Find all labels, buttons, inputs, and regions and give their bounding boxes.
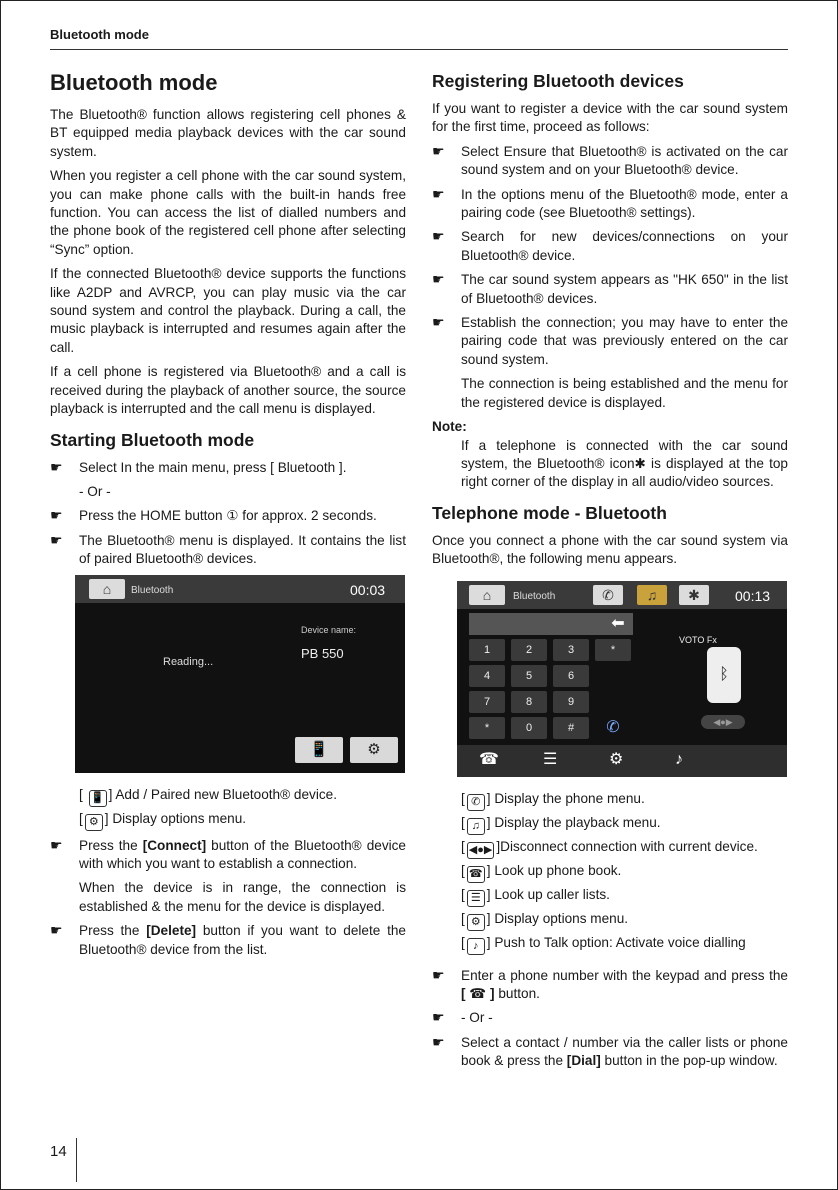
phonebook-icon: ☎ <box>467 866 485 883</box>
bluetooth-icon: ✱ <box>634 455 646 471</box>
home-icon: ⌂ <box>89 579 125 599</box>
reg-step-2: ☛ In the options menu of the Bluetooth® mode, enter a pairing code (see Bluetooth® settings). <box>432 185 788 221</box>
dial-icon[interactable]: ✆ <box>606 718 620 736</box>
telephone-intro: Once you connect a phone with the car sound system via Bluetooth®, the following menu appears. <box>432 532 788 567</box>
legend-caller-list: [ ☰ ] Look up caller lists. <box>432 883 788 907</box>
bluetooth-list-screenshot <box>75 575 405 773</box>
screen-topbar <box>75 575 405 603</box>
reading-status: Reading... <box>163 655 214 668</box>
pointing-hand-icon: ☛ <box>432 1033 445 1050</box>
disconnect-icon: ◀●▶ <box>467 842 495 859</box>
telephone-screenshot <box>457 581 787 777</box>
device-name-value: PB 550 <box>301 645 344 661</box>
starting-step-1: ☛ Select In the main menu, press [ Bluetooth ]. <box>50 458 347 475</box>
pointing-hand-icon: ☛ <box>50 922 63 939</box>
pointing-hand-icon: ☛ <box>432 228 445 245</box>
push-to-talk-icon[interactable]: ♪ <box>675 750 683 768</box>
add-device-icon: 📱 <box>89 790 107 807</box>
reg-step-1: ☛ Select Ensure that Bluetooth® is activated on the car sound system and on your Bluetooth® device. <box>432 142 788 178</box>
legend-phonebook: [ ☎ ] Look up phone book. <box>432 859 788 883</box>
key-hash[interactable]: # <box>553 717 589 739</box>
reg-step-4: ☛ The car sound system appears as "HK 650" in the list of Bluetooth® devices. <box>432 271 788 306</box>
legend-push-to-talk: [ ♪ ] Push to Talk option: Activate voice dialling <box>432 931 788 955</box>
gear-icon[interactable]: ⚙ <box>609 750 624 768</box>
legend-add: [ 📱 ] Add / Paired new Bluetooth® device. <box>50 783 406 807</box>
intro-para-2: When you register a cell phone with the car sound system, you can make phone calls with the built-in hands free function. You can access the list of dialled numbers and the phone book of the registered cell phone after selecting “Sync” option. <box>50 168 406 257</box>
push-to-talk-icon: ♪ <box>467 938 485 955</box>
gear-icon: ⚙ <box>85 814 103 831</box>
legend-playback: [ ♫ ] Display the playback menu. <box>432 811 788 835</box>
device-name-label: Device name: <box>301 624 357 635</box>
intro-para-1: The Bluetooth® function allows registering cell phones & BT equipped media playback devices with the car sound system. <box>50 107 406 159</box>
page-title: Bluetooth mode <box>50 70 218 95</box>
registering-heading: Registering Bluetooth devices <box>432 71 684 91</box>
phone-icon[interactable]: ✆ <box>593 585 623 605</box>
key-5[interactable]: 5 <box>511 665 547 687</box>
pointing-hand-icon: ☛ <box>50 531 63 548</box>
starting-step-3: ☛ The Bluetooth® menu is displayed. It contains the list of paired Bluetooth® devices. <box>50 531 406 567</box>
or-line: - Or - <box>79 483 111 499</box>
pointing-hand-icon: ☛ <box>50 458 63 475</box>
home-icon: ⌂ <box>469 585 505 605</box>
dial-step-1: ☛ Enter a phone number with the keypad and press the [ ☎ ] button. <box>432 966 788 1001</box>
screen-topbar <box>457 581 787 609</box>
backspace-icon[interactable]: ⬅ <box>611 614 625 632</box>
right-column <box>432 70 788 1077</box>
page-number: 14 <box>50 1143 67 1160</box>
pointing-hand-icon: ☛ <box>432 1009 445 1026</box>
key-8[interactable]: 8 <box>511 691 547 713</box>
pointing-hand-icon: ☛ <box>432 185 445 202</box>
note-label: Note: <box>432 419 467 435</box>
key-3[interactable]: 3 <box>553 639 589 661</box>
key-dot[interactable]: * <box>469 717 505 739</box>
screen-title: Bluetooth <box>513 590 556 602</box>
key-4[interactable]: 4 <box>469 665 505 687</box>
reg-step-5: ☛ Establish the connection; you may have to enter the pairing code that was previously entered on the car sound system. <box>432 314 788 367</box>
key-9[interactable]: 9 <box>553 691 589 713</box>
key-1[interactable]: 1 <box>469 639 505 661</box>
registering-intro: If you want to register a device with the car sound system for the first time, proceed as follows: <box>432 101 788 135</box>
left-column <box>50 70 406 965</box>
starting-step-2: ☛ Press the HOME button ① for approx. 2 seconds. <box>50 507 377 524</box>
legend-options: [ ⚙ ] Display options menu. <box>50 807 406 831</box>
reg-result: The connection is being established and the menu for the registered device is displayed. <box>461 376 788 410</box>
pointing-hand-icon: ☛ <box>432 966 445 983</box>
connected-device-name: VOTO Fx <box>679 634 717 645</box>
music-note-icon[interactable]: ♫ <box>637 585 667 605</box>
screen-title: Bluetooth <box>131 584 174 596</box>
disconnect-icon[interactable]: ◀●▶ <box>701 715 745 729</box>
key-2[interactable]: 2 <box>511 639 547 661</box>
screen-clock: 00:03 <box>350 581 386 598</box>
running-title: Bluetooth mode <box>50 27 149 42</box>
gear-icon: ⚙ <box>467 914 485 931</box>
phone-device-icon: ᛒ <box>707 647 741 703</box>
footer-rule <box>76 1138 77 1182</box>
pointing-hand-icon: ☛ <box>432 142 445 159</box>
caller-list-icon[interactable]: ☰ <box>543 750 558 768</box>
add-device-button[interactable]: 📱 <box>295 737 343 763</box>
intro-para-3: If the connected Bluetooth® device supports the functions like A2DP and AVRCP, you can play music via the car sound system and control the playback. During a call, the music playback is interrupted and resumes again after the call. <box>50 266 406 355</box>
connect-step: ☛ Press the [Connect] button of the Bluetooth® device with which you want to establish a connection. <box>50 836 406 871</box>
screen-bottombar <box>457 745 787 777</box>
dial-step-2: ☛ Select a contact / number via the caller lists or phone book & press the [Dial] button in the pop-up window. <box>432 1033 788 1069</box>
note-text: If a telephone is connected with the car sound system, the Bluetooth® icon✱ is displayed at the top right corner of the display in all audio/video sources. <box>461 437 788 490</box>
legend-phone: [ ✆ ] Display the phone menu. <box>432 787 788 811</box>
music-note-icon: ♫ <box>467 818 485 835</box>
pointing-hand-icon: ☛ <box>50 836 63 853</box>
screen-clock: 00:13 <box>735 587 771 604</box>
key-7[interactable]: 7 <box>469 691 505 713</box>
key-6[interactable]: 6 <box>553 665 589 687</box>
dial-or: ☛ - Or - <box>432 1009 493 1026</box>
pointing-hand-icon: ☛ <box>432 314 445 331</box>
caller-list-icon: ☰ <box>467 890 485 907</box>
reg-step-3: ☛ Search for new devices/connections on your Bluetooth® device. <box>432 228 788 263</box>
telephone-heading: Telephone mode - Bluetooth <box>432 502 667 523</box>
phone-icon: ✆ <box>467 794 485 811</box>
intro-para-4: If a cell phone is registered via Bluetooth® and a call is received during the playback of another source, the source playback is interrupted and the call menu is displayed. <box>50 364 406 417</box>
android-icon[interactable]: ✱ <box>679 585 709 605</box>
dial-handset-icon: ☎ <box>465 985 491 1001</box>
delete-step: ☛ Press the [Delete] button if you want to delete the Bluetooth® device from the list. <box>50 922 406 957</box>
phonebook-icon[interactable]: ☎ <box>479 750 499 768</box>
key-star[interactable]: * <box>595 639 631 661</box>
pointing-hand-icon: ☛ <box>50 507 63 524</box>
connect-result: When the device is in range, the connection is established & the menu for the device is displayed. <box>79 880 406 914</box>
legend-options: [ ⚙ ] Display options menu. <box>432 907 788 931</box>
key-0[interactable]: 0 <box>511 717 547 739</box>
starting-heading: Starting Bluetooth mode <box>50 429 255 450</box>
pointing-hand-icon: ☛ <box>432 271 445 288</box>
legend-disconnect: [ ◀●▶ ]Disconnect connection with current device. <box>432 835 788 859</box>
header-rule <box>50 49 788 50</box>
settings-button[interactable]: ⚙ <box>350 737 398 763</box>
